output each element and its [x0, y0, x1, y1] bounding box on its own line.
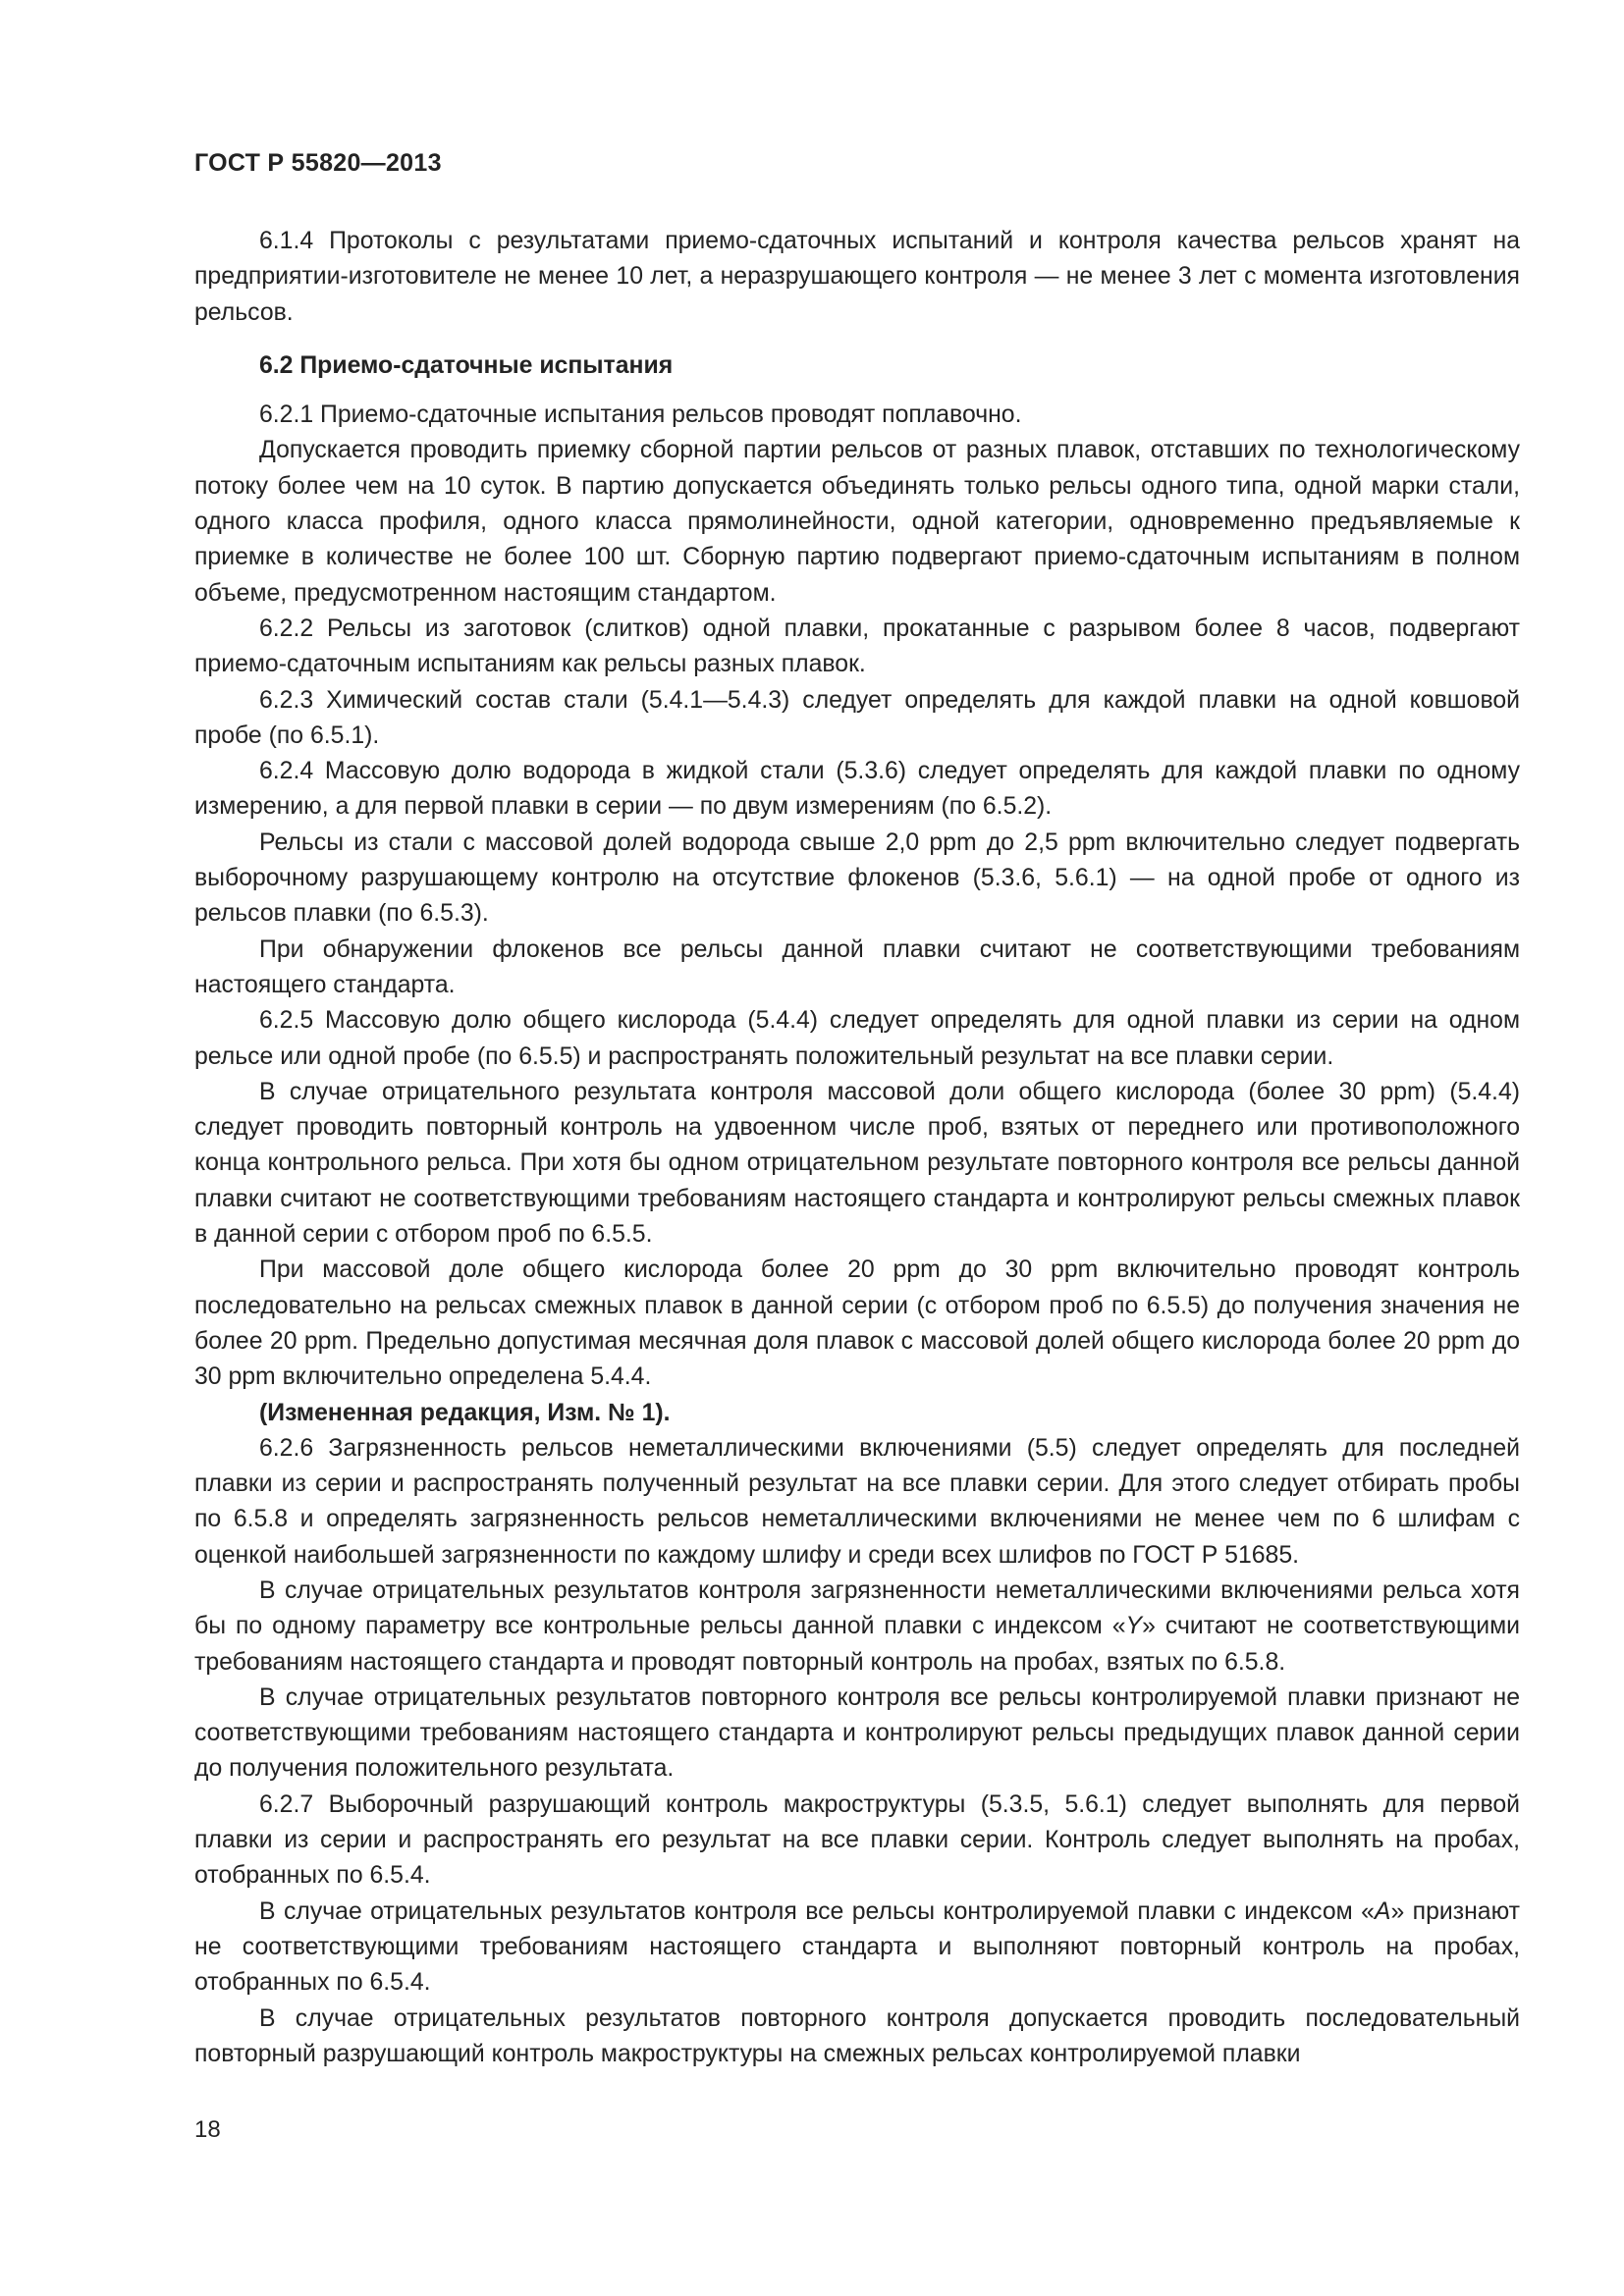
- paragraph-6-2-6-repeat: В случае отрицательных результатов повторного контроля все рельсы контролируемой плавки признают не соответствующими требованиям настоящего стандарта и контролируют рельсы предыдущих плавок данной серии до получения положительного результата.: [194, 1683, 1520, 1783]
- paragraph-6-2-2: 6.2.2 Рельсы из заготовок (слитков) одной плавки, прокатанные с разрывом более 8 часов, подвергают приемо-сдаточным испытаниям как рельсы разных плавок.: [194, 614, 1520, 678]
- paragraph-6-2-4-flakes: При обнаружении флокенов все рельсы данной плавки считают не соответствующими требованиям настоящего стандарта.: [194, 935, 1520, 998]
- text-segment: » считают не соответствующими требованиям настоящего стандарта и проводят повторный контроль на пробах, взятых по 6.5.8.: [194, 1613, 1520, 1676]
- paragraph-6-2-7: 6.2.7 Выборочный разрушающий контроль макроструктуры (5.3.5, 5.6.1) следует выполнять для первой плавки из серии и распространять его результат на все плавки серии. Контроль следует выполнять на пробах, отобранных по 6.5.4.: [194, 1790, 1520, 1890]
- paragraph-6-2-7-repeat: В случае отрицательных результатов повторного контроля допускается проводить последовательный повторный разрушающий контроль макроструктуры на смежных рельсах контролируемой плавки: [194, 2004, 1520, 2067]
- paragraph-6-2-6-negative: [194, 1574, 1520, 1681]
- section-heading-6-2: 6.2 Приемо-сдаточные испытания: [259, 351, 674, 379]
- paragraph-6-2-5-negative: В случае отрицательного результата контроля массовой доли общего кислорода (более 30 ppm) (5.4.4) следует проводить повторный контроль на удвоенном числе проб, взятых от переднего или противоположного конца контрольного рельса. При хотя бы одном отрицательном результате повторного контроля все рельсы данной плавки считают не соответствующими требованиям настоящего стандарта и контролируют рельсы смежных плавок в данной серии с отбором проб по 6.5.5.: [194, 1078, 1520, 1249]
- document-body: [194, 224, 1520, 2072]
- paragraph-6-2-1-continued: Допускается проводить приемку сборной партии рельсов от разных плавок, отставших по технологическому потоку более чем на 10 суток. В партию допускается объединять только рельсы одного типа, одной марки стали, одного класса профиля, одного класса прямолинейности, одной категории, одновременно предъявляемые к приемке в количестве не более 100 шт. Сборную партию подвергают приемо-сдаточным испытаниям в полном объеме, предусмотренном настоящим стандартом.: [194, 437, 1520, 607]
- paragraph-6-2-5: 6.2.5 Массовую долю общего кислорода (5.4.4) следует определять для одной плавки из серии на одном рельсе или одной пробе (по 6.5.5) и распространять положительный результат на все плавки серии.: [194, 1007, 1520, 1070]
- paragraph-6-1-4: 6.1.4 Протоколы с результатами приемо-сдаточных испытаний и контроля качества рельсов хранят на предприятии-изготовителе не менее 10 лет, а неразрушающего контроля — не менее 3 лет с момента изготовления рельсов.: [194, 228, 1520, 326]
- index-a: A: [1374, 1897, 1391, 1925]
- paragraph-6-2-7-negative: [194, 1895, 1520, 2002]
- paragraph-6-2-5-oxygen-range: При массовой доле общего кислорода более 20 ppm до 30 ppm включительно проводят контроль последовательно на рельсах смежных плавок в данной серии (с отбором проб по 6.5.5) до получения значения не более 20 ppm. Предельно допустимая месячная доля плавок с массовой долей общего кислорода более 20 ppm до 30 ppm включительно определена 5.4.4.: [194, 1256, 1520, 1391]
- text-segment: В случае отрицательных результатов контроля загрязненности неметаллическими включениями рельса хотя бы по одному параметру все контрольные рельсы данной плавки с индексом «: [194, 1576, 1520, 1640]
- amendment-note: (Измененная редакция, Изм. № 1).: [259, 1399, 671, 1426]
- page-number: 18: [194, 2116, 221, 2143]
- paragraph-6-2-4: 6.2.4 Массовую долю водорода в жидкой стали (5.3.6) следует определять для каждой плавки по одному измерению, а для первой плавки в серии — по двум измерениям (по 6.5.2).: [194, 758, 1520, 821]
- paragraph-6-2-1: 6.2.1 Приемо-сдаточные испытания рельсов проводят поплавочно.: [259, 401, 1022, 429]
- document-code-header: ГОСТ Р 55820—2013: [194, 149, 442, 177]
- paragraph-6-2-4-hydrogen: Рельсы из стали с массовой долей водорода свыше 2,0 ppm до 2,5 ppm включительно следует подвергать выборочному разрушающему контролю на отсутствие флокенов (5.3.6, 5.6.1) — на одной пробе от одного из рельсов плавки (по 6.5.3).: [194, 828, 1520, 928]
- index-y: Y: [1125, 1613, 1143, 1640]
- paragraph-6-2-3: 6.2.3 Химический состав стали (5.4.1—5.4.3) следует определять для каждой плавки на одной ковшовой пробе (по 6.5.1).: [194, 686, 1520, 749]
- text-segment: В случае отрицательных результатов контроля все рельсы контролируемой плавки с индексом «: [259, 1897, 1375, 1925]
- paragraph-6-2-6: 6.2.6 Загрязненность рельсов неметаллическими включениями (5.5) следует определять для последней плавки из серии и распространять полученный результат на все плавки серии. Для этого следует отбирать пробы по 6.5.8 и определять загрязненность рельсов неметаллическими включениями не менее чем по 6 шлифам с оценкой наибольшей загрязненности по каждому шлифу и среди всех шлифов по ГОСТ Р 51685.: [194, 1434, 1520, 1569]
- text-segment: » признают не соответствующими требованиям настоящего стандарта и выполняют повторный контроль на пробах, отобранных по 6.5.4.: [194, 1897, 1520, 1997]
